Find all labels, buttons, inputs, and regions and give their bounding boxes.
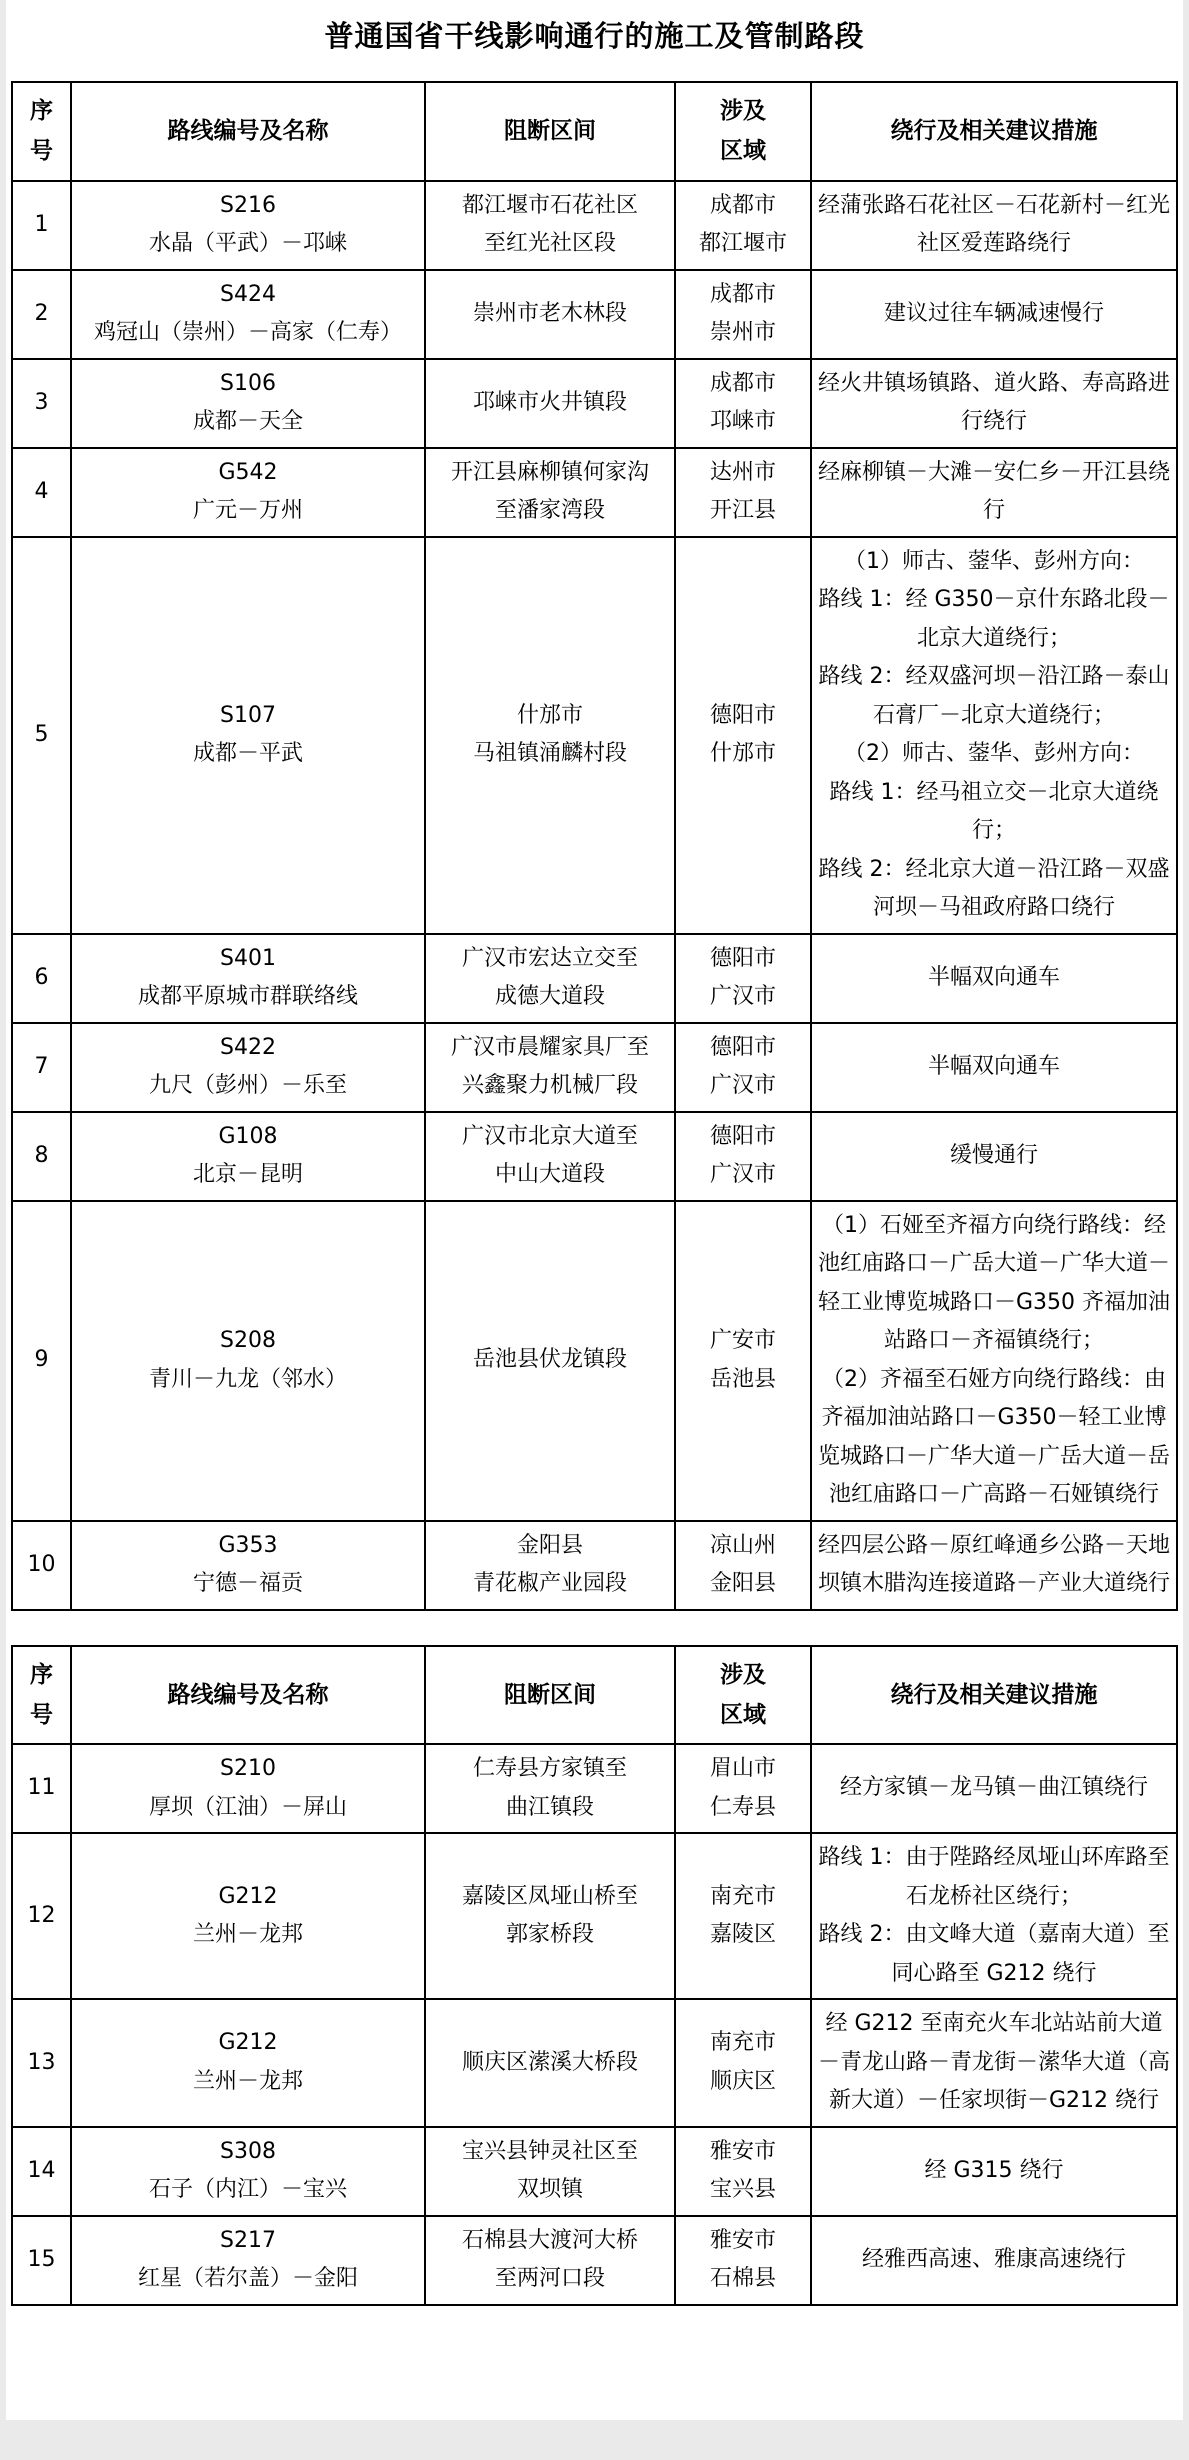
- route-cell-line: 北京－昆明: [192, 1162, 303, 1187]
- route-cell-line: S422: [220, 1034, 276, 1060]
- region-cell: [675, 1521, 811, 1610]
- detour-cell-line: （2）师古、蓥华、彭州方向：: [844, 741, 1144, 766]
- section-cell-line: 青花椒产业园段: [472, 1571, 627, 1596]
- section-cell: [425, 359, 675, 448]
- col-header-region: [675, 1646, 811, 1745]
- section-cell-line: 广汉市北京大道至: [461, 1123, 638, 1149]
- row-number-cell: [12, 1833, 71, 1999]
- detour-cell-line: 路线 1：由于陛路经凤垭山环库路至石龙桥社区绕行；: [818, 1845, 1170, 1909]
- route-cell: [71, 1999, 425, 2127]
- row-number-cell-line: 4: [34, 478, 49, 504]
- row-number-cell-line: 6: [34, 964, 49, 990]
- route-cell-line: 成都－平武: [192, 741, 303, 766]
- detour-cell: [811, 448, 1177, 537]
- detour-cell-line: 经雅西高速、雅康高速绕行: [861, 2246, 1126, 2272]
- region-cell: [675, 1201, 811, 1521]
- section-cell: [425, 1521, 675, 1610]
- row-number-cell: [12, 1999, 71, 2127]
- route-cell: [71, 537, 425, 934]
- route-cell-line: 红星（若尔盖）－金阳: [137, 2266, 358, 2291]
- section-cell-line: 仁寿县方家镇至: [472, 1756, 627, 1781]
- col-header-line: 涉及: [720, 98, 766, 124]
- detour-cell-line: 路线 1：经 G350－京什东路北段－北京大道绕行；: [818, 587, 1170, 651]
- header-row: [12, 1646, 1177, 1745]
- region-cell: [675, 1744, 811, 1833]
- section-cell-line: 至两河口段: [494, 2266, 605, 2291]
- row-number-cell-line: 3: [34, 389, 49, 415]
- row-number-cell: [12, 2127, 71, 2216]
- route-cell: [71, 934, 425, 1023]
- detour-cell-line: （1）师古、蓥华、彭州方向：: [844, 548, 1144, 574]
- region-cell: [675, 270, 811, 359]
- section-cell-line: 什邡市: [516, 702, 583, 728]
- section-cell-line: 金阳县: [516, 1532, 583, 1558]
- section-cell: [425, 270, 675, 359]
- section-cell-line: 郭家桥段: [505, 1922, 594, 1947]
- col-header-line: 路线编号及名称: [167, 118, 329, 145]
- row-number-cell: [12, 448, 71, 537]
- route-cell-line: S208: [220, 1328, 276, 1353]
- row-number-cell: [12, 537, 71, 934]
- road-table-1: [11, 81, 1178, 1611]
- table-row: [12, 270, 1177, 359]
- table-row: [12, 934, 1177, 1023]
- row-number-cell-line: 2: [34, 300, 49, 326]
- row-number-cell: [12, 181, 71, 270]
- route-cell-line: 宁德－福贡: [192, 1571, 303, 1596]
- detour-cell-line: 缓慢通行: [949, 1142, 1038, 1168]
- col-header-line: 阻断区间: [504, 118, 596, 145]
- col-header-line: 阻断区间: [504, 1681, 596, 1708]
- row-number-cell-line: 15: [27, 2246, 56, 2272]
- row-number-cell: [12, 1112, 71, 1201]
- region-cell-line: 成都市: [709, 281, 776, 307]
- region-cell: [675, 448, 811, 537]
- region-cell: [675, 1833, 811, 1999]
- region-cell-line: 德阳市: [709, 702, 776, 728]
- section-cell-line: 石棉县大渡河大桥: [461, 2227, 638, 2253]
- region-cell-line: 都江堰市: [698, 231, 787, 256]
- route-cell-line: 成都－天全: [192, 409, 303, 434]
- section-cell: [425, 2127, 675, 2216]
- detour-cell-line: 路线 2：经双盛河坝－沿江路－泰山石膏厂－北京大道绕行；: [818, 664, 1170, 728]
- detour-cell: [811, 1023, 1177, 1112]
- route-cell-line: 水晶（平武）－邛崃: [148, 231, 347, 256]
- detour-cell-line: 半幅双向通车: [927, 964, 1060, 990]
- table-row: [12, 537, 1177, 934]
- section-cell: [425, 1744, 675, 1833]
- section-cell-line: 广汉市宏达立交至: [461, 945, 638, 971]
- route-cell-line: G212: [218, 2030, 278, 2056]
- route-cell: [71, 448, 425, 537]
- row-number-cell: [12, 1521, 71, 1610]
- table-row: [12, 2216, 1177, 2305]
- table-row: [12, 1112, 1177, 1201]
- section-cell-line: 顺庆区潆溪大桥段: [461, 2049, 638, 2075]
- region-cell-line: 金阳县: [709, 1571, 776, 1596]
- row-number-cell-line: 5: [34, 721, 49, 747]
- col-header-line: 号: [30, 1701, 53, 1728]
- region-cell-line: 广汉市: [709, 1073, 776, 1098]
- row-number-cell-line: 12: [27, 1902, 56, 1928]
- detour-cell: [811, 1833, 1177, 1999]
- region-cell-line: 顺庆区: [709, 2068, 776, 2094]
- section-cell: [425, 1201, 675, 1521]
- section-cell-line: 至红光社区段: [483, 231, 616, 256]
- detour-cell: [811, 1521, 1177, 1610]
- detour-cell: [811, 934, 1177, 1023]
- detour-cell: [811, 181, 1177, 270]
- col-header-detour: [811, 82, 1177, 181]
- section-cell-line: 中山大道段: [494, 1162, 605, 1187]
- document-page: [6, 0, 1183, 2420]
- col-header-no: [12, 1646, 71, 1745]
- section-cell-line: 嘉陵区凤垭山桥至: [461, 1883, 638, 1909]
- region-cell: [675, 1999, 811, 2127]
- section-cell-line: 邛崃市火井镇段: [472, 389, 627, 415]
- route-cell-line: 鸡冠山（崇州）－高家（仁寿）: [93, 320, 402, 345]
- detour-cell-line: 建议过往车辆减速慢行: [883, 300, 1104, 326]
- row-number-cell: [12, 934, 71, 1023]
- row-number-cell-line: 10: [27, 1551, 56, 1577]
- table-row: [12, 448, 1177, 537]
- route-cell-line: 石子（内江）－宝兴: [148, 2177, 347, 2202]
- table-row: [12, 359, 1177, 448]
- region-cell-line: 成都市: [709, 192, 776, 218]
- row-number-cell-line: 8: [34, 1142, 49, 1168]
- region-cell-line: 崇州市: [709, 320, 776, 345]
- region-cell-line: 广安市: [709, 1328, 776, 1353]
- region-cell: [675, 359, 811, 448]
- route-cell-line: S401: [220, 945, 276, 971]
- row-number-cell-line: 14: [27, 2157, 56, 2183]
- row-number-cell-line: 13: [27, 2049, 56, 2075]
- route-cell: [71, 1112, 425, 1201]
- region-cell-line: 眉山市: [709, 1756, 776, 1781]
- region-cell: [675, 1023, 811, 1112]
- row-number-cell: [12, 2216, 71, 2305]
- col-header-no: [12, 82, 71, 181]
- route-cell-line: 广元－万州: [192, 498, 303, 523]
- detour-cell-line: 半幅双向通车: [927, 1053, 1060, 1079]
- detour-cell: [811, 359, 1177, 448]
- detour-cell-line: （2）齐福至石娅方向绕行路线：由齐福加油站路口－G350－轻工业博览城路口－广华大道－广岳大道－岳池红庙路口－广高路－石娅镇绕行: [817, 1366, 1170, 1507]
- table-row: [12, 1201, 1177, 1521]
- table-row: [12, 1833, 1177, 1999]
- route-cell-line: S216: [220, 192, 276, 218]
- table-row: [12, 181, 1177, 270]
- header-row: [12, 82, 1177, 181]
- col-header-line: 序: [30, 98, 53, 124]
- region-cell-line: 广汉市: [709, 984, 776, 1009]
- section-cell-line: 兴鑫聚力机械厂段: [461, 1073, 638, 1098]
- region-cell: [675, 934, 811, 1023]
- detour-cell-line: 经 G212 至南充火车北站站前大道－青龙山路－青龙街－潆华大道（高新大道）－任家坝街－G212 绕行: [817, 2011, 1170, 2113]
- detour-cell: [811, 537, 1177, 934]
- col-header-section: [425, 82, 675, 181]
- region-cell-line: 德阳市: [709, 1123, 776, 1149]
- section-cell-line: 马祖镇涌麟村段: [472, 741, 627, 766]
- route-cell-line: S217: [220, 2227, 276, 2253]
- section-cell-line: 双坝镇: [516, 2177, 583, 2202]
- detour-cell-line: 经 G315 绕行: [924, 2157, 1064, 2183]
- road-table-2: [11, 1645, 1178, 2306]
- region-cell-line: 德阳市: [709, 1034, 776, 1060]
- col-header-line: 涉及: [720, 1661, 766, 1688]
- col-header-line: 序: [30, 1661, 53, 1688]
- section-cell: [425, 2216, 675, 2305]
- section-cell-line: 成德大道段: [494, 984, 605, 1009]
- route-cell-line: 青川－九龙（邻水）: [148, 1366, 347, 1392]
- route-cell-line: 厚坝（江油）－屏山: [148, 1794, 347, 1820]
- route-cell-line: S210: [220, 1756, 276, 1781]
- route-cell-line: G542: [218, 459, 278, 485]
- page-title: 普通国省干线影响通行的施工及管制路段: [324, 19, 865, 53]
- section-cell: [425, 537, 675, 934]
- detour-cell: [811, 1744, 1177, 1833]
- row-number-cell: [12, 1023, 71, 1112]
- col-header-line: 绕行及相关建议措施: [890, 1681, 1098, 1708]
- section-cell: [425, 1833, 675, 1999]
- region-cell: [675, 1112, 811, 1201]
- row-number-cell-line: 11: [27, 1775, 56, 1801]
- region-cell-line: 成都市: [709, 370, 776, 396]
- route-cell-line: 成都平原城市群联络线: [137, 984, 358, 1009]
- col-header-region: [675, 82, 811, 181]
- row-number-cell-line: 7: [34, 1053, 49, 1079]
- region-cell-line: 南充市: [709, 2030, 776, 2056]
- col-header-route: [71, 1646, 425, 1745]
- route-cell: [71, 181, 425, 270]
- detour-cell-line: （1）石娅至齐福方向绕行路线：经池红庙路口－广岳大道－广华大道－轻工业博览城路口－G350 齐福加油站路口－齐福镇绕行；: [817, 1212, 1171, 1353]
- route-cell: [71, 1201, 425, 1521]
- route-cell-line: 兰州－龙邦: [192, 1922, 303, 1947]
- region-cell-line: 雅安市: [709, 2138, 776, 2164]
- route-cell-line: S308: [220, 2138, 276, 2164]
- section-cell-line: 曲江镇段: [505, 1794, 594, 1820]
- region-cell: [675, 2216, 811, 2305]
- detour-cell-line: 经火井镇场镇路、道火路、寿高路进行绕行: [817, 370, 1170, 434]
- route-cell: [71, 270, 425, 359]
- detour-cell: [811, 270, 1177, 359]
- route-cell: [71, 1023, 425, 1112]
- row-number-cell-line: 1: [34, 211, 49, 237]
- section-cell-line: 广汉市晨耀家具厂至: [450, 1034, 649, 1060]
- region-cell-line: 开江县: [709, 498, 776, 523]
- route-cell: [71, 1833, 425, 1999]
- route-cell-line: S424: [220, 281, 276, 307]
- route-cell: [71, 1744, 425, 1833]
- table-row: [12, 1023, 1177, 1112]
- route-cell-line: 九尺（彭州）－乐至: [148, 1073, 347, 1098]
- detour-cell: [811, 1112, 1177, 1201]
- route-cell-line: S106: [220, 370, 276, 396]
- region-cell-line: 邛崃市: [709, 409, 776, 434]
- section-cell: [425, 1112, 675, 1201]
- route-cell: [71, 1521, 425, 1610]
- region-cell-line: 宝兴县: [709, 2177, 776, 2202]
- region-cell: [675, 181, 811, 270]
- detour-cell: [811, 1999, 1177, 2127]
- row-number-cell: [12, 1744, 71, 1833]
- table-row: [12, 1521, 1177, 1610]
- route-cell: [71, 2216, 425, 2305]
- section-cell-line: 都江堰市石花社区: [461, 192, 638, 218]
- row-number-cell: [12, 359, 71, 448]
- col-header-line: 号: [30, 138, 53, 165]
- route-cell-line: S107: [220, 702, 276, 728]
- col-header-line: 路线编号及名称: [167, 1681, 329, 1708]
- region-cell-line: 岳池县: [709, 1366, 776, 1392]
- route-cell: [71, 359, 425, 448]
- region-cell-line: 嘉陵区: [709, 1922, 776, 1947]
- detour-cell: [811, 2127, 1177, 2216]
- route-cell-line: 兰州－龙邦: [192, 2068, 303, 2094]
- table-row: [12, 1999, 1177, 2127]
- section-cell: [425, 1999, 675, 2127]
- region-cell: [675, 537, 811, 934]
- section-cell-line: 至潘家湾段: [494, 498, 605, 523]
- region-cell-line: 仁寿县: [709, 1794, 776, 1820]
- detour-cell-line: 路线 2：经北京大道－沿江路－双盛河坝－马祖政府路口绕行: [818, 856, 1170, 920]
- route-cell-line: G353: [218, 1532, 278, 1558]
- section-cell: [425, 181, 675, 270]
- detour-cell: [811, 1201, 1177, 1521]
- region-cell-line: 凉山州: [709, 1532, 776, 1558]
- row-number-cell-line: 9: [34, 1347, 49, 1373]
- region-cell-line: 德阳市: [709, 945, 776, 971]
- section-cell: [425, 1023, 675, 1112]
- detour-cell-line: 经四层公路－原红峰通乡公路－天地坝镇木腊沟连接道路－产业大道绕行: [817, 1532, 1170, 1596]
- section-cell: [425, 448, 675, 537]
- col-header-detour: [811, 1646, 1177, 1745]
- region-cell-line: 广汉市: [709, 1162, 776, 1187]
- col-header-section: [425, 1646, 675, 1745]
- col-header-line: 区域: [720, 1701, 766, 1728]
- table-row: [12, 2127, 1177, 2216]
- route-cell-line: G108: [218, 1123, 278, 1149]
- section-cell-line: 开江县麻柳镇何家沟: [450, 459, 649, 485]
- region-cell-line: 石棉县: [709, 2266, 776, 2291]
- route-cell-line: G212: [218, 1883, 278, 1909]
- detour-cell-line: 经方家镇－龙马镇－曲江镇绕行: [839, 1775, 1148, 1801]
- region-cell-line: 雅安市: [709, 2227, 776, 2253]
- section-cell-line: 崇州市老木林段: [472, 300, 627, 326]
- table-row: [12, 1744, 1177, 1833]
- section-cell-line: 岳池县伏龙镇段: [472, 1347, 627, 1373]
- region-cell-line: 什邡市: [709, 741, 776, 766]
- col-header-route: [71, 82, 425, 181]
- row-number-cell: [12, 1201, 71, 1521]
- detour-cell-line: 路线 1：经马祖立交－北京大道绕行；: [829, 779, 1159, 843]
- col-header-line: 区域: [720, 138, 766, 165]
- row-number-cell: [12, 270, 71, 359]
- detour-cell-line: 路线 2：由文峰大道（嘉南大道）至同心路至 G212 绕行: [818, 1922, 1170, 1986]
- detour-cell-line: 经蒲张路石花社区－石花新村－红光社区爱莲路绕行: [817, 192, 1170, 256]
- route-cell: [71, 2127, 425, 2216]
- region-cell: [675, 2127, 811, 2216]
- section-cell-line: 宝兴县钟灵社区至: [461, 2138, 638, 2164]
- region-cell-line: 达州市: [709, 459, 776, 485]
- col-header-line: 绕行及相关建议措施: [890, 118, 1098, 145]
- region-cell-line: 南充市: [709, 1883, 776, 1909]
- detour-cell: [811, 2216, 1177, 2305]
- detour-cell-line: 经麻柳镇－大滩－安仁乡－开江县绕行: [817, 459, 1170, 523]
- section-cell: [425, 934, 675, 1023]
